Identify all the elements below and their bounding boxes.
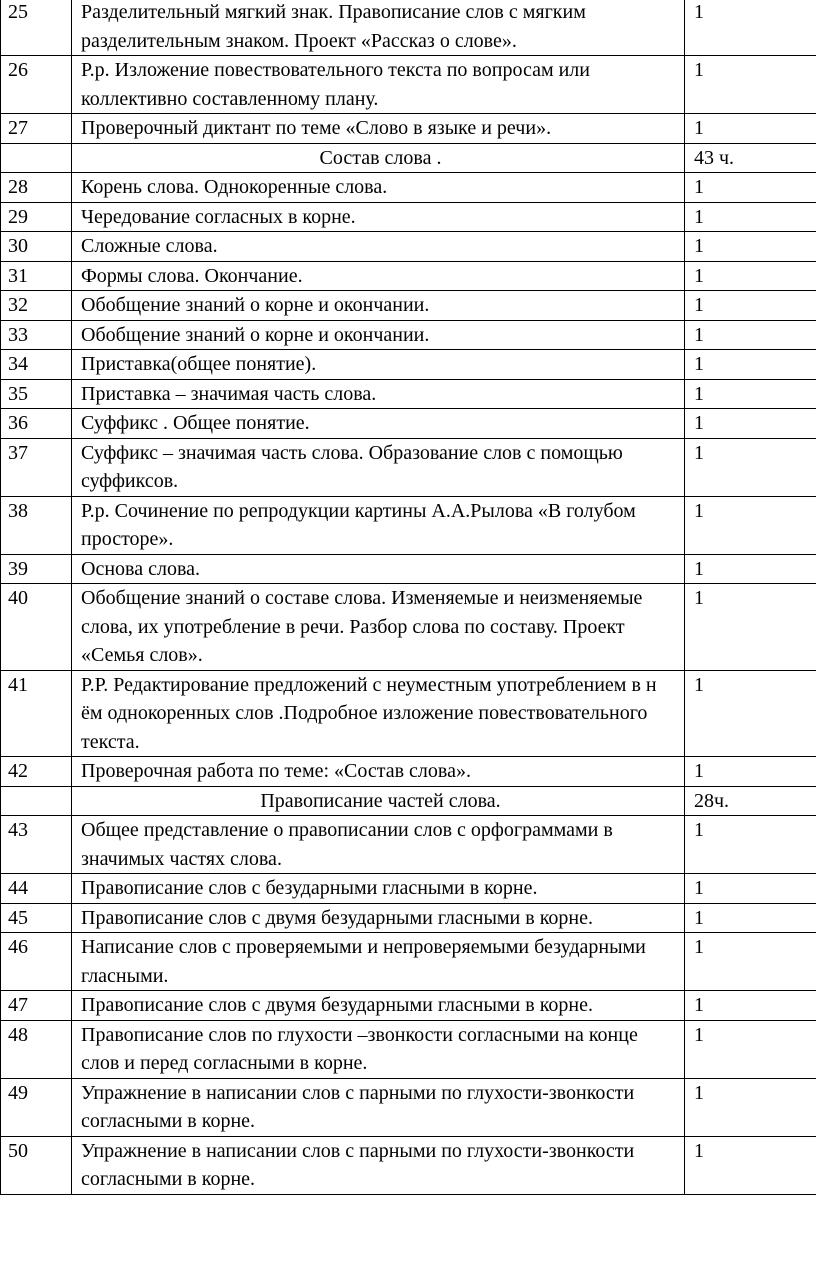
lesson-number: 50 bbox=[1, 1136, 72, 1194]
section-title: Состав слова . bbox=[72, 143, 685, 173]
lesson-topic: Обобщение знаний о составе слова. Изменяемые и неизменяемые слова, их употребление в речи. Разбор слова по составу. Проект «Семья слов». bbox=[72, 584, 685, 671]
lesson-topic: Правописание слов с двумя безударными гласными в корне. bbox=[72, 991, 685, 1021]
lesson-row bbox=[1, 496, 816, 554]
lesson-row bbox=[1, 291, 816, 321]
lesson-topic: Разделительный мягкий знак. Правописание слов с мягким разделительным знаком. Проект «Рассказ о слове». bbox=[72, 0, 685, 56]
lesson-hours: 1 bbox=[685, 554, 816, 584]
lesson-topic: Общее представление о правописании слов с орфограммами в значимых частях слова. bbox=[72, 816, 685, 874]
lesson-hours: 1 bbox=[685, 816, 816, 874]
lesson-topic: Суффикс . Общее понятие. bbox=[72, 409, 685, 439]
lesson-plan-body bbox=[1, 0, 816, 1194]
lesson-row bbox=[1, 202, 816, 232]
lesson-number: 40 bbox=[1, 584, 72, 671]
lesson-topic: Правописание слов по глухости –звонкости согласными на конце слов и перед согласными в корне. bbox=[72, 1020, 685, 1078]
lesson-number: 49 bbox=[1, 1078, 72, 1136]
lesson-number: 30 bbox=[1, 232, 72, 262]
lesson-topic: Упражнение в написании слов с парными по глухости-звонкости согласными в корне. bbox=[72, 1136, 685, 1194]
section-header-row bbox=[1, 786, 816, 816]
lesson-hours: 1 bbox=[685, 114, 816, 144]
lesson-row bbox=[1, 261, 816, 291]
section-title: Правописание частей слова. bbox=[72, 786, 685, 816]
lesson-hours: 1 bbox=[685, 232, 816, 262]
lesson-row bbox=[1, 173, 816, 203]
lesson-number: 31 bbox=[1, 261, 72, 291]
lesson-hours: 1 bbox=[685, 438, 816, 496]
lesson-hours: 1 bbox=[685, 56, 816, 114]
lesson-topic: Формы слова. Окончание. bbox=[72, 261, 685, 291]
lesson-hours: 1 bbox=[685, 903, 816, 933]
lesson-row bbox=[1, 1136, 816, 1194]
lesson-row bbox=[1, 816, 816, 874]
lesson-number: 27 bbox=[1, 114, 72, 144]
lesson-row bbox=[1, 670, 816, 757]
lesson-row bbox=[1, 991, 816, 1021]
lesson-topic: Чередование согласных в корне. bbox=[72, 202, 685, 232]
section-hours: 28ч. bbox=[685, 786, 816, 816]
lesson-hours: 1 bbox=[685, 0, 816, 56]
lesson-hours: 1 bbox=[685, 1020, 816, 1078]
lesson-number: 47 bbox=[1, 991, 72, 1021]
lesson-number bbox=[1, 786, 72, 816]
lesson-topic: Правописание слов с безударными гласными в корне. bbox=[72, 874, 685, 904]
lesson-number: 35 bbox=[1, 379, 72, 409]
lesson-topic: Правописание слов с двумя безударными гласными в корне. bbox=[72, 903, 685, 933]
lesson-number: 36 bbox=[1, 409, 72, 439]
lesson-row bbox=[1, 232, 816, 262]
lesson-row bbox=[1, 1020, 816, 1078]
lesson-topic: Написание слов с проверяемыми и непроверяемыми безударными гласными. bbox=[72, 933, 685, 991]
lesson-hours: 1 bbox=[685, 670, 816, 757]
lesson-number: 25 bbox=[1, 0, 72, 56]
lesson-hours: 1 bbox=[685, 202, 816, 232]
lesson-topic: Приставка – значимая часть слова. bbox=[72, 379, 685, 409]
lesson-number: 44 bbox=[1, 874, 72, 904]
lesson-number: 43 bbox=[1, 816, 72, 874]
lesson-row bbox=[1, 320, 816, 350]
lesson-number: 29 bbox=[1, 202, 72, 232]
lesson-number: 34 bbox=[1, 350, 72, 380]
lesson-row bbox=[1, 933, 816, 991]
lesson-topic: Основа слова. bbox=[72, 554, 685, 584]
lesson-topic: Суффикс – значимая часть слова. Образование слов с помощью суффиксов. bbox=[72, 438, 685, 496]
lesson-row bbox=[1, 554, 816, 584]
lesson-row bbox=[1, 1078, 816, 1136]
lesson-row bbox=[1, 350, 816, 380]
lesson-number: 39 bbox=[1, 554, 72, 584]
lesson-row bbox=[1, 757, 816, 787]
lesson-row bbox=[1, 903, 816, 933]
lesson-number: 41 bbox=[1, 670, 72, 757]
lesson-hours: 1 bbox=[685, 1136, 816, 1194]
lesson-hours: 1 bbox=[685, 350, 816, 380]
lesson-hours: 1 bbox=[685, 291, 816, 321]
lesson-hours: 1 bbox=[685, 320, 816, 350]
lesson-topic: Р.р. Сочинение по репродукции картины А.А.Рылова «В голубом просторе». bbox=[72, 496, 685, 554]
lesson-number: 33 bbox=[1, 320, 72, 350]
lesson-topic: Р.р. Изложение повествовательного текста по вопросам или коллективно составленному плану. bbox=[72, 56, 685, 114]
section-hours: 43 ч. bbox=[685, 143, 816, 173]
lesson-row bbox=[1, 0, 816, 56]
lesson-topic: Обобщение знаний о корне и окончании. bbox=[72, 320, 685, 350]
lesson-hours: 1 bbox=[685, 757, 816, 787]
lesson-topic: Обобщение знаний о корне и окончании. bbox=[72, 291, 685, 321]
lesson-number: 28 bbox=[1, 173, 72, 203]
lesson-hours: 1 bbox=[685, 261, 816, 291]
lesson-row bbox=[1, 114, 816, 144]
lesson-hours: 1 bbox=[685, 933, 816, 991]
lesson-topic: Упражнение в написании слов с парными по глухости-звонкости согласными в корне. bbox=[72, 1078, 685, 1136]
lesson-hours: 1 bbox=[685, 1078, 816, 1136]
lesson-hours: 1 bbox=[685, 379, 816, 409]
section-header-row bbox=[1, 143, 816, 173]
lesson-row bbox=[1, 56, 816, 114]
lesson-number: 37 bbox=[1, 438, 72, 496]
lesson-hours: 1 bbox=[685, 874, 816, 904]
lesson-row bbox=[1, 379, 816, 409]
lesson-number: 26 bbox=[1, 56, 72, 114]
lesson-hours: 1 bbox=[685, 496, 816, 554]
lesson-row bbox=[1, 584, 816, 671]
lesson-hours: 1 bbox=[685, 409, 816, 439]
lesson-row bbox=[1, 874, 816, 904]
lesson-number: 48 bbox=[1, 1020, 72, 1078]
lesson-number: 42 bbox=[1, 757, 72, 787]
lesson-number bbox=[1, 143, 72, 173]
lesson-hours: 1 bbox=[685, 991, 816, 1021]
lesson-number: 46 bbox=[1, 933, 72, 991]
lesson-number: 45 bbox=[1, 903, 72, 933]
lesson-topic: Р.Р. Редактирование предложений с неуместным употреблением в н ём однокоренных слов .Подробное изложение повествовательного текста. bbox=[72, 670, 685, 757]
lesson-row bbox=[1, 409, 816, 439]
lesson-topic: Проверочная работа по теме: «Состав слова». bbox=[72, 757, 685, 787]
lesson-topic: Корень слова. Однокоренные слова. bbox=[72, 173, 685, 203]
lesson-topic: Проверочный диктант по теме «Слово в языке и речи». bbox=[72, 114, 685, 144]
lesson-hours: 1 bbox=[685, 173, 816, 203]
lesson-topic: Приставка(общее понятие). bbox=[72, 350, 685, 380]
lesson-row bbox=[1, 438, 816, 496]
lesson-number: 38 bbox=[1, 496, 72, 554]
lesson-topic: Сложные слова. bbox=[72, 232, 685, 262]
lesson-hours: 1 bbox=[685, 584, 816, 671]
lesson-number: 32 bbox=[1, 291, 72, 321]
